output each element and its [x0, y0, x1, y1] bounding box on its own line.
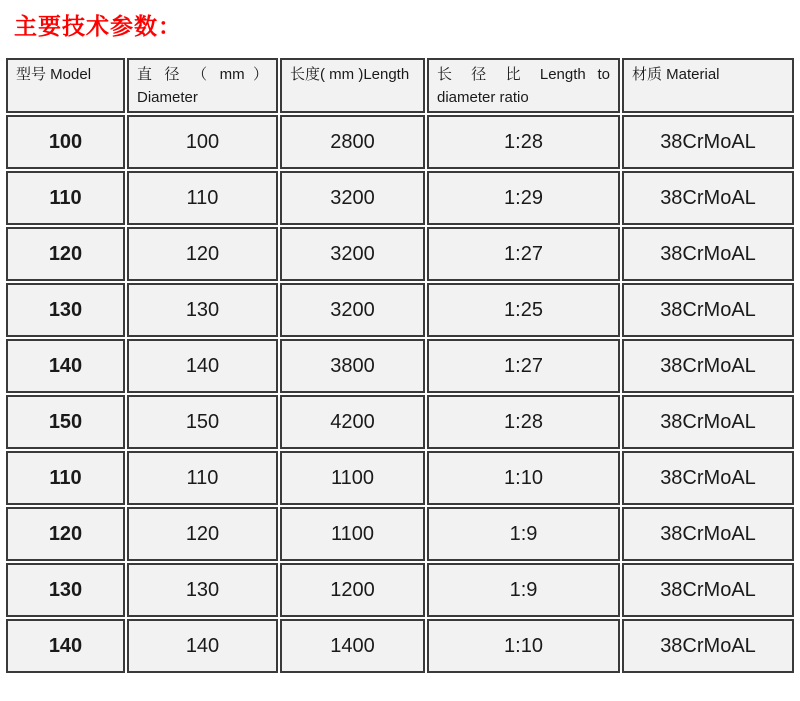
cell-length: 2800: [280, 115, 425, 169]
header-row: [6, 58, 794, 113]
cell-material: 38CrMoAL: [622, 507, 794, 561]
cell-length: 1100: [280, 507, 425, 561]
spec-table: [4, 56, 796, 675]
table-row: [6, 115, 794, 169]
cell-model: 150: [6, 395, 125, 449]
cell-model: 110: [6, 451, 125, 505]
cell-diameter: 150: [127, 395, 278, 449]
cell-diameter: 130: [127, 563, 278, 617]
header-ratio-line1: 长 径 比 Length to: [437, 66, 610, 83]
cell-ratio: 1:10: [427, 619, 620, 673]
cell-material: 38CrMoAL: [622, 283, 794, 337]
header-model-text: 型号 Model: [16, 66, 92, 83]
cell-material: 38CrMoAL: [622, 115, 794, 169]
cell-length: 1200: [280, 563, 425, 617]
cell-ratio: 1:9: [427, 507, 620, 561]
cell-diameter: 140: [127, 339, 278, 393]
cell-length: 1400: [280, 619, 425, 673]
cell-length: 3200: [280, 283, 425, 337]
cell-diameter: 130: [127, 283, 278, 337]
cell-diameter: 120: [127, 507, 278, 561]
cell-model: 130: [6, 283, 125, 337]
cell-ratio: 1:28: [427, 115, 620, 169]
table-row: [6, 171, 794, 225]
cell-diameter: 110: [127, 451, 278, 505]
cell-diameter: 140: [127, 619, 278, 673]
cell-ratio: 1:27: [427, 227, 620, 281]
cell-ratio: 1:27: [427, 339, 620, 393]
cell-material: 38CrMoAL: [622, 451, 794, 505]
cell-diameter: 120: [127, 227, 278, 281]
cell-material: 38CrMoAL: [622, 227, 794, 281]
header-length-text: 长度( mm )Length: [290, 66, 410, 83]
cell-diameter: 100: [127, 115, 278, 169]
cell-model: 100: [6, 115, 125, 169]
table-row: [6, 507, 794, 561]
header-diameter-line1: 直 径 （ mm ）: [137, 66, 268, 83]
cell-ratio: 1:9: [427, 563, 620, 617]
cell-length: 1100: [280, 451, 425, 505]
header-ratio: [427, 58, 620, 113]
cell-ratio: 1:10: [427, 451, 620, 505]
header-material: [622, 58, 794, 113]
cell-model: 140: [6, 619, 125, 673]
table-row: [6, 283, 794, 337]
cell-model: 120: [6, 227, 125, 281]
cell-diameter: 110: [127, 171, 278, 225]
table-row: [6, 619, 794, 673]
cell-model: 110: [6, 171, 125, 225]
cell-ratio: 1:29: [427, 171, 620, 225]
cell-material: 38CrMoAL: [622, 619, 794, 673]
cell-length: 3800: [280, 339, 425, 393]
header-model: [6, 58, 125, 113]
cell-ratio: 1:28: [427, 395, 620, 449]
cell-material: 38CrMoAL: [622, 171, 794, 225]
table-row: [6, 563, 794, 617]
header-material-text: 材质 Material: [632, 66, 720, 83]
cell-length: 3200: [280, 227, 425, 281]
cell-length: 3200: [280, 171, 425, 225]
page-title: 主要技术参数：: [14, 13, 182, 39]
table-row: [6, 227, 794, 281]
cell-material: 38CrMoAL: [622, 395, 794, 449]
header-ratio-line2: diameter ratio: [437, 89, 529, 106]
cell-model: 140: [6, 339, 125, 393]
table-row: [6, 339, 794, 393]
cell-length: 4200: [280, 395, 425, 449]
table-row: [6, 451, 794, 505]
cell-model: 120: [6, 507, 125, 561]
header-diameter-line2: Diameter: [137, 89, 198, 106]
header-diameter: [127, 58, 278, 113]
cell-material: 38CrMoAL: [622, 339, 794, 393]
table-row: [6, 395, 794, 449]
cell-model: 130: [6, 563, 125, 617]
cell-material: 38CrMoAL: [622, 563, 794, 617]
header-length: [280, 58, 425, 113]
cell-ratio: 1:25: [427, 283, 620, 337]
